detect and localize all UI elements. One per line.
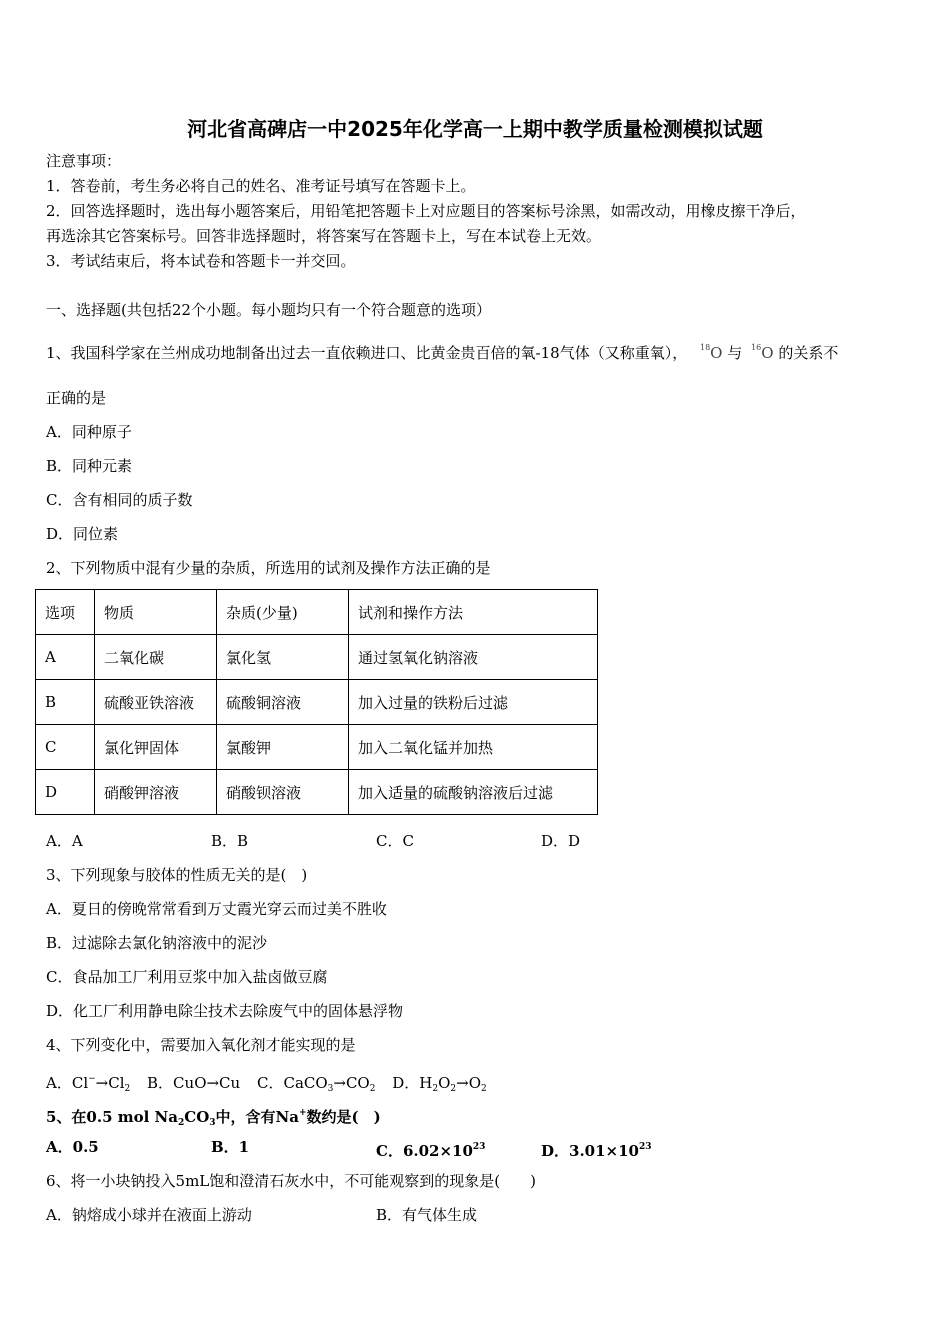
table-row [36, 725, 598, 770]
table-cell: 加入过量的铁粉后过滤 [349, 680, 598, 725]
section-heading: 一、选择题(共包括22个小题。每小题均只有一个符合题意的选项） [46, 301, 491, 319]
table-header: 杂质(少量) [217, 590, 349, 635]
q4-options [46, 1069, 487, 1099]
q4-option-b: B．CuO→Cu [147, 1074, 241, 1092]
table-cell: 硝酸钾溶液 [95, 770, 217, 815]
question-6-stem: 6、将一小块钠投入5mL饱和澄清石灰水中，不可能观察到的现象是( ) [46, 1172, 536, 1190]
notice-item: 3．考试结束后，将本试卷和答题卡一并交回。 [46, 252, 356, 270]
table-cell: 氯酸钾 [217, 725, 349, 770]
table-header: 物质 [95, 590, 217, 635]
q1-option-d: D．同位素 [46, 525, 119, 543]
table-header-row [36, 590, 598, 635]
table-cell: 氯化氢 [217, 635, 349, 680]
table-header: 选项 [36, 590, 95, 635]
table-cell: 氯化钾固体 [95, 725, 217, 770]
question-1-text: 1、我国科学家在兰州成功地制备出过去一直依赖进口、比黄金贵百倍的氧-18气体（又称重氧）， [46, 344, 688, 362]
notice-item: 再选涂其它答案标号。回答非选择题时，将答案写在答题卡上，写在本试卷上无效。 [46, 227, 602, 245]
q6-option-a: A．钠熔成小球并在液面上游动 [46, 1206, 252, 1224]
q2-answer-b: B．B [211, 832, 249, 850]
table-cell: 硫酸亚铁溶液 [95, 680, 217, 725]
q1-option-b: B．同种元素 [46, 457, 133, 475]
table-cell: 通过氢氧化钠溶液 [349, 635, 598, 680]
table-row [36, 680, 598, 725]
isotope-o18: $^{18}$O [699, 343, 723, 362]
question-1-tail: 的关系不 [778, 344, 839, 362]
q3-option-c: C．食品加工厂利用豆浆中加入盐卤做豆腐 [46, 968, 328, 986]
question-1-stem-cont: 正确的是 [46, 389, 107, 407]
table-cell: 硫酸铜溶液 [217, 680, 349, 725]
notice-heading: 注意事项： [46, 152, 122, 170]
question-2-stem: 2、下列物质中混有少量的杂质，所选用的试剂及操作方法正确的是 [46, 559, 491, 577]
q2-answer-a: A．A [46, 832, 83, 850]
q2-answer-d: D．D [541, 832, 581, 850]
q4-option-c: C．$CaCO_3\to CO_2$ [256, 1074, 376, 1094]
q3-option-d: D．化工厂利用静电除尘技术去除废气中的固体悬浮物 [46, 1002, 404, 1020]
q6-option-b: B．有气体生成 [376, 1206, 478, 1224]
table-cell: 硝酸钡溶液 [217, 770, 349, 815]
question-2-table [35, 589, 598, 815]
q5-option-b: B．1 [211, 1138, 250, 1156]
question-3-stem: 3、下列现象与胶体的性质无关的是( ) [46, 866, 308, 884]
question-1-stem [46, 338, 838, 363]
table-cell: A [36, 635, 95, 680]
table-header: 试剂和操作方法 [349, 590, 598, 635]
q5-option-c: C．$6.02\times 10^{23}$ [376, 1142, 486, 1160]
q4-option-d: D．$H_2O_2\to O_2$ [392, 1074, 487, 1094]
table-cell: 加入适量的硫酸钠溶液后过滤 [349, 770, 598, 815]
q1-option-a: A．同种原子 [46, 423, 132, 441]
table-cell: 加入二氧化锰并加热 [349, 725, 598, 770]
q5-option-a: A．0.5 [46, 1138, 99, 1156]
question-1-mid: 与 [727, 344, 743, 362]
table-row [36, 635, 598, 680]
q5-option-d: D．$3.01\times 10^{23}$ [541, 1142, 652, 1160]
isotope-o16: $^{16}$O [751, 343, 774, 362]
q4-option-a: A．$Cl^-\to Cl_2$ [46, 1074, 131, 1094]
q2-answer-c: C．C [376, 832, 414, 850]
notice-item: 1．答卷前，考生务必将自己的姓名、准考证号填写在答题卡上。 [46, 177, 476, 195]
table-cell: 二氧化碳 [95, 635, 217, 680]
page-title: 河北省高碑店一中2025年化学高一上期中教学质量检测模拟试题 [187, 117, 763, 141]
table-cell: D [36, 770, 95, 815]
question-4-stem: 4、下列变化中，需要加入氧化剂才能实现的是 [46, 1036, 356, 1054]
q3-option-b: B．过滤除去氯化钠溶液中的泥沙 [46, 934, 268, 952]
q3-option-a: A．夏日的傍晚常常看到万丈霞光穿云而过美不胜收 [46, 900, 387, 918]
table-row [36, 770, 598, 815]
notice-item: 2．回答选择题时，选出每小题答案后，用铅笔把答题卡上对应题目的答案标号涂黑，如需改动，用橡皮擦干净后， [46, 202, 806, 220]
question-5-stem: 5、在0.5 mol $Na_2CO_3$中，含有Na+数约是( ) [46, 1108, 381, 1128]
q1-option-c: C．含有相同的质子数 [46, 491, 193, 509]
table-cell: B [36, 680, 95, 725]
table-cell: C [36, 725, 95, 770]
